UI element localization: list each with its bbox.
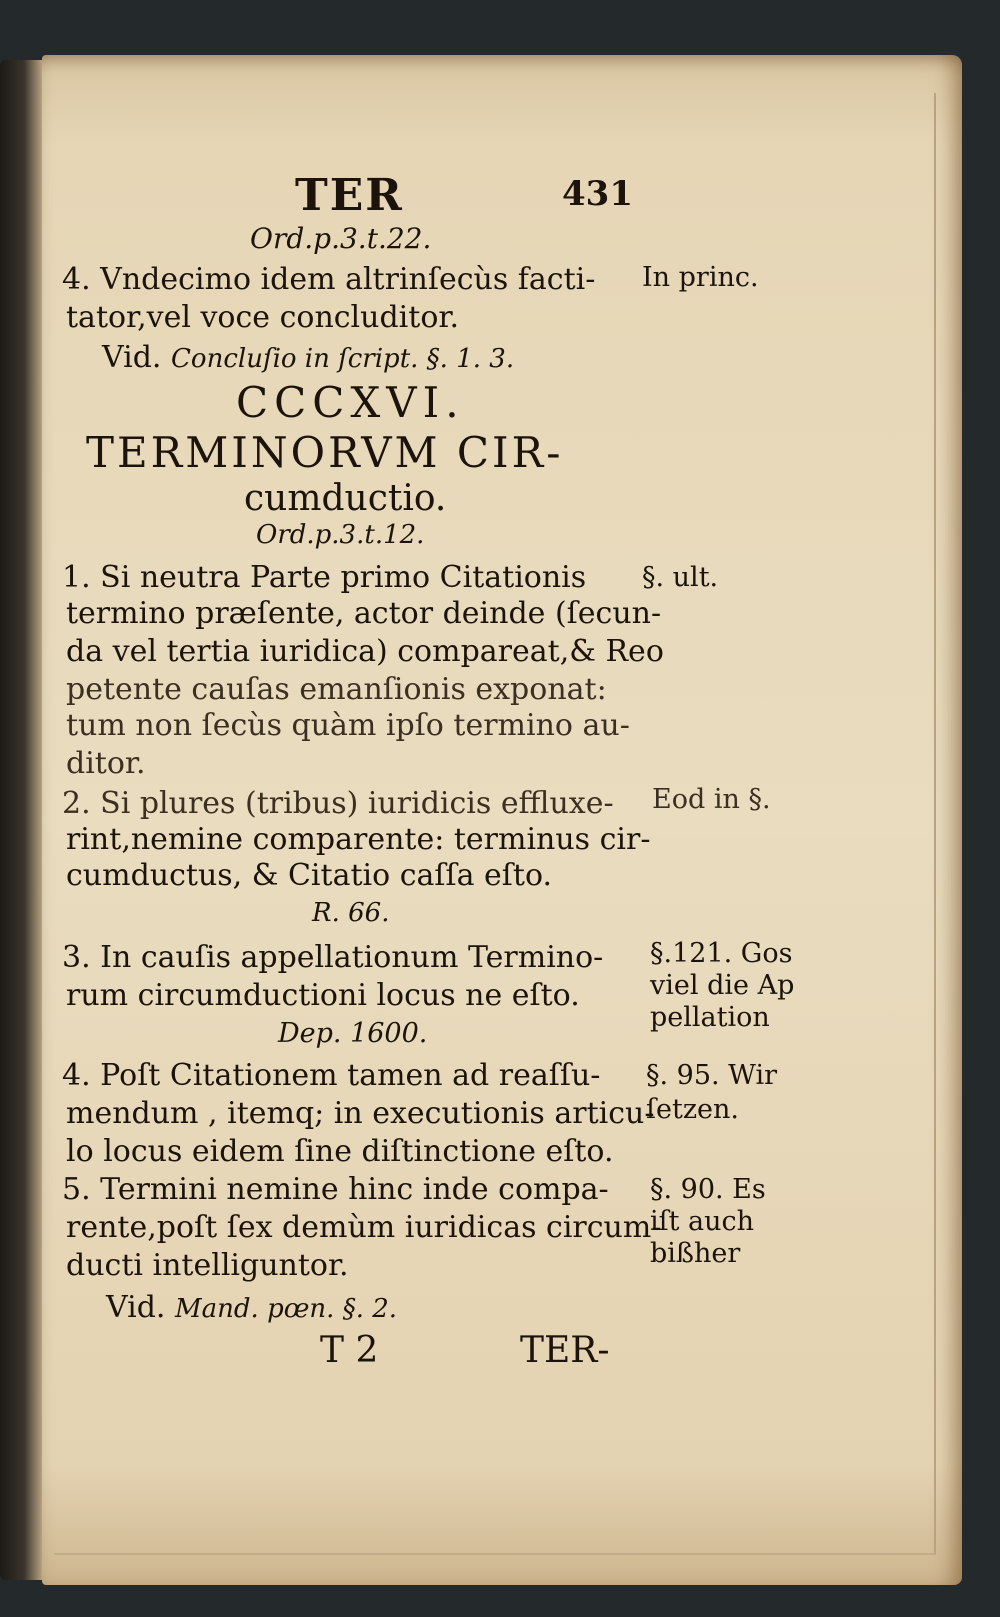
p1-line: 1. Si neutra Parte primo Citationis [62,560,587,595]
ref-dep: Dep. 1600. [278,1018,428,1049]
p1-line: da vel tertia iuridica) compareat,& Reo [66,634,664,669]
vid1-line [102,340,514,375]
margin-note-line: pellation [650,1002,770,1033]
vid2-line [106,1290,397,1325]
margin-note-line: §.121. Gos [650,938,793,969]
vid2-lead: Vid. [106,1290,166,1325]
p3-line: 3. In cauſis appellationum Termino- [62,940,604,975]
p3-line: rum circumductioni locus ne eſto. [66,978,580,1013]
section-number: CCCXVI. [236,378,465,427]
p4-line: lo locus eidem ſine diſtinctione eſto. [66,1134,614,1169]
ref-r: R. 66. [312,898,390,928]
vid1-lead: Vid. [102,340,162,375]
running-head-title: TER [295,170,404,221]
margin-note-line: iſt auch [650,1206,755,1237]
margin-note-line: §. 90. Es [650,1174,766,1205]
p4-line: mendum , itemq; in executionis articu- [66,1096,655,1131]
vid2-ref: Mand. pœn. §. 2. [175,1294,398,1324]
p4-line: 4. Poſt Citationem tamen ad reaſſu- [62,1058,601,1093]
ref-top: Ord.p.3.t.22. [250,222,432,255]
ref-section: Ord.p.3.t.12. [256,520,425,550]
margin-note: §. ult. [642,562,719,593]
margin-note-line: §. 95. Wir [646,1060,778,1091]
page-number: 431 [562,174,633,214]
p1-line: tum non ſecùs quàm ipſo termino au- [66,708,630,743]
margin-note: In princ. [642,262,759,293]
p1-line: petente cauſas emanſionis exponat: [66,672,607,707]
p1-line: termino præſente, actor deinde (ſecun- [66,596,662,631]
item4a-line2: tator,vel voce concluditor. [66,300,459,335]
section-title-line1: TERMINORVM CIR- [86,428,564,477]
signature-mark: T 2 [320,1330,379,1371]
margin-note-line: viel die Ap [650,970,795,1001]
p5-line: 5. Termini nemine hinc inde compa- [62,1172,609,1207]
catchword: TER- [520,1330,610,1371]
p2-line: rint,nemine comparente: terminus cir- [66,822,651,857]
vid1-ref: Concluſio in ſcript. §. 1. 3. [171,344,515,374]
p1-line: ditor. [66,746,146,781]
running-head [40,170,900,220]
margin-note-line: ſetzen. [646,1094,739,1125]
p2-line: 2. Si plures (tribus) iuridicis effluxe- [62,786,614,821]
margin-note-line: bißher [650,1238,741,1269]
p5-line: rente,poſt ſex demùm iuridicas circum- [66,1210,662,1245]
item4a-line1: 4. Vndecimo idem altrinſecùs facti- [62,262,596,297]
p2-line: cumductus, & Citatio caſſa eſto. [66,858,553,893]
section-title-line2: cumductio. [244,478,447,519]
p5-line: ducti intelliguntor. [66,1248,349,1283]
margin-note: Eod in §. [652,784,771,815]
